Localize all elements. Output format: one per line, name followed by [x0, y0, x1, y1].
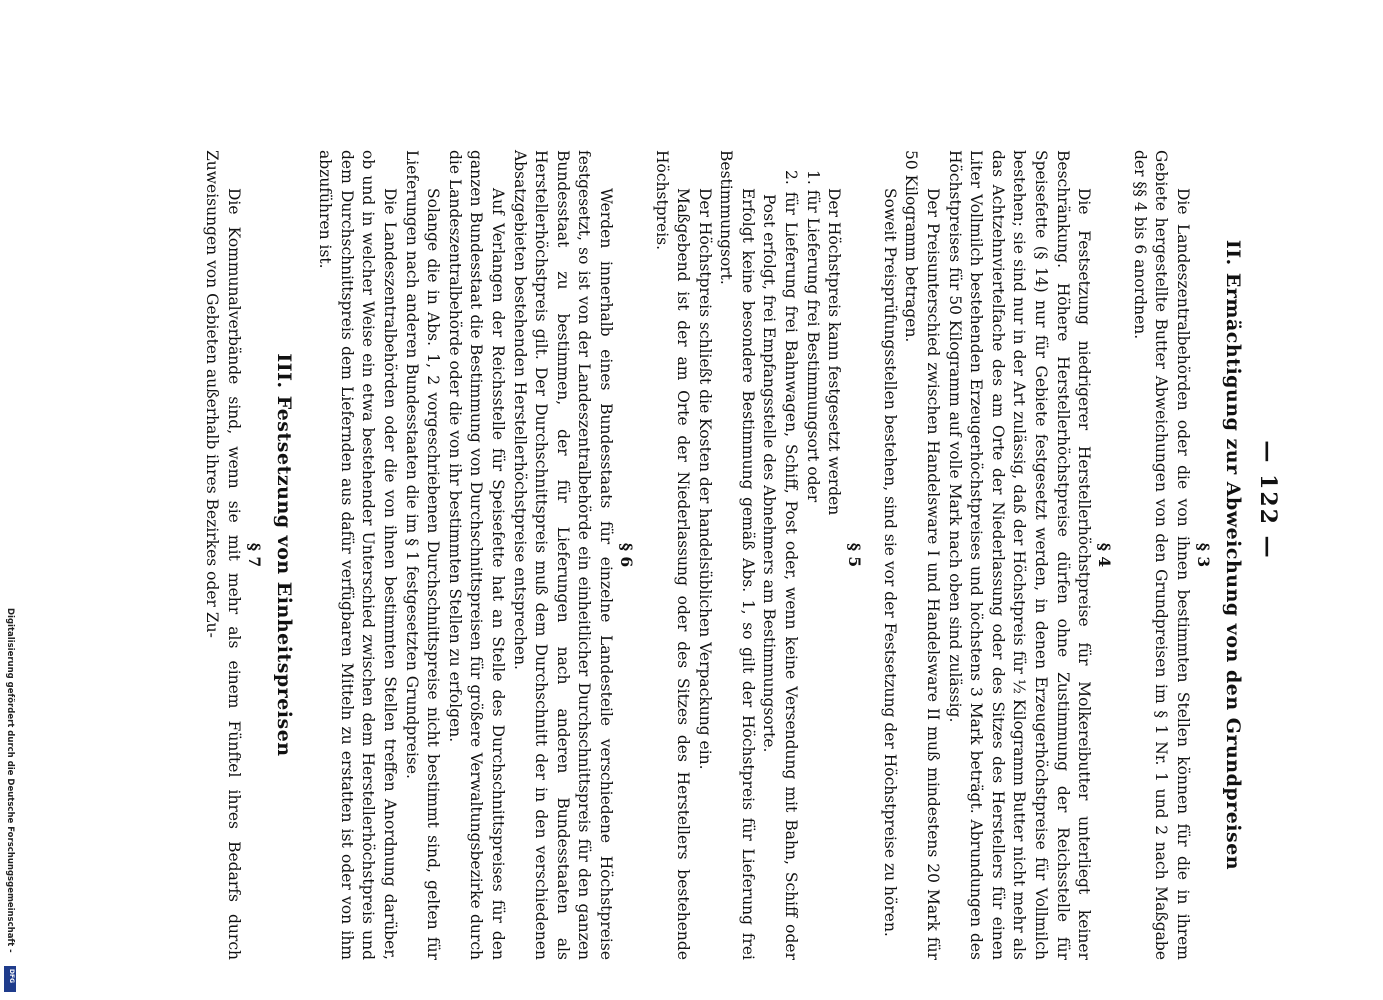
paragraph-5-item-2: 2. für Lieferung frei Bahnwagen, Schiff, Post oder, wenn keine Versendung mit Bahn, Schiff oder Post erfolgt, frei Empfangsstelle des Abnehmers am Bestimmungsorte.	[760, 170, 801, 960]
paragraph-5-text-4: Maßgebend ist der am Orte der Niederlassung oder des Sitzes des Herstellers bestehende Höchstpreis.	[652, 150, 693, 960]
paragraph-6-text-2: Auf Verlangen der Reichsstelle für Speisefette hat an Stelle des Durchschnittspreises für den ganzen Bundesstaat die Bestimmung von Durchschnittspreisen für größere Verwaltungsbezirke durch die Landeszentralbehörde oder die von ihr bestimmten Stellen zu erfolgen.	[445, 150, 507, 960]
paragraph-6-title: § 6	[616, 542, 636, 568]
paragraph-7-title: § 7	[244, 542, 264, 568]
paragraph-5-title: § 5	[845, 542, 865, 568]
paragraph-3-text: Die Landeszentralbehörden oder die von ihnen bestimmten Stellen können für die in ihrem Gebiete hergestellte Butter Abweichungen von den Grundpreisen im § 1 Nr. 1 und 2 nach Maßgabe der §§ 4 bis 6 anordnen.	[1130, 150, 1192, 960]
paragraph-6-text-1: Werden innerhalb eines Bundesstaats für einzelne Landesteile verschiedene Höchstpreise festgesetzt, so ist von der Landeszentralbehörde ein einheitlicher Durchschnittspreis für den ganzen Bundesstaat zu bestimmen, der für Lieferungen nach anderen Bundesstaaten als Herstellerhöchstpreis gilt. Der Durchschnittspreis muß dem Durchschnitt der in den verschiedenen Absatzgebieten bestehenden Herstellerhöchstpreise entsprechen.	[510, 150, 615, 960]
paragraph-5-intro: Der Höchstpreis kann festgesetzt werden	[825, 188, 844, 516]
section-2	[200, 150, 1245, 960]
dfg-logo-text: DFG	[8, 969, 15, 984]
paragraph-5-text-2: Erfolgt keine besondere Bestimmung gemäß Abs. 1, so gilt der Höchstpreis für Lieferung frei Bestimmungsort.	[717, 150, 757, 960]
dfg-logo	[4, 966, 16, 992]
stamp-text: Digitalisierung gefördert durch die Deutsche Forschungsgemeinschaft -	[5, 608, 15, 953]
paragraph-6-text-3: Solange die in Abs. 1, 2 vorgeschriebenen Durchschnittspreise nicht bestimmt sind, gelten für Lieferungen nach anderen Bundesstaaten die im § 1 festgesetzten Grundpreise.	[402, 150, 443, 960]
paragraph-4-text-1: Die Festsetzung niedrigerer Herstellerhöchstpreise für Molkereibutter unterliegt keiner Beschränkung. Höhere Herstellerhöchstpreise dürfen ohne Zustimmung der Reichsstelle für Speisefette (§ 14) nur für Gebiete festgesetzt werden, in denen Erzeugerhöchstpreise für Vollmilch bestehen; sie sind nur in der Art zulässig, daß der Höchstpreis für ½ Kilogramm Butter nicht mehr als das Achtzehnviertelfache des am Orte der Niederlassung oder des Sitzes des Herstellers für einen Liter Vollmilch bestehenden Erzeugerhöchstpreises und höchstens 3 Mark beträgt. Abrundungen des Höchstpreises für 50 Kilogramm auf volle Mark nach oben sind zulässig.	[945, 150, 1094, 960]
paragraph-7-text: Die Kommunalverbände sind, wenn sie mit mehr als einem Fünftel ihres Bedarfs durch Zuweisungen von Gebieten außerhalb ihres Bezirkes oder Zu-	[203, 150, 243, 960]
section-2-heading: II. Ermächtigung zur Abweichung von den Grundpreisen	[1222, 239, 1244, 871]
paragraph-5-text-3: Der Höchstpreis schließt die Kosten der handelsüblichen Verpackung ein.	[695, 188, 714, 770]
page-number: — 122 —	[1255, 440, 1281, 560]
paragraph-4-text-3: Soweit Preisprüfungsstellen bestehen, sind sie vor der Festsetzung der Höchstpreise zu hören.	[880, 188, 899, 937]
paragraph-5-item-1: 1. für Lieferung frei Bestimmungsort oder	[803, 170, 822, 503]
digitization-stamp	[3, 0, 15, 1000]
paragraph-4-title: § 4	[1095, 542, 1115, 568]
section-3-heading: III. Festsetzung von Einheitspreisen	[272, 353, 295, 757]
document-page	[155, 0, 1285, 1000]
paragraph-6-text-4: Die Landeszentralbehörden oder die von ihnen bestimmten Stellen treffen Anordnung darüber, ob und in welcher Weise ein etwa bestehender Unterschied zwischen dem Herstellerhöchstpreis und dem Durchschnittspreis dem Liefernden aus dafür verfügbaren Mitteln zu erstatten ist oder von ihm abzuführen ist.	[316, 150, 399, 960]
paragraph-4-text-2: Der Preisunterschied zwischen Handelsware I und Handelsware II muß mindestens 20 Mark für 50 Kilogramm betragen.	[902, 150, 943, 960]
paragraph-3-title: § 3	[1194, 542, 1213, 568]
